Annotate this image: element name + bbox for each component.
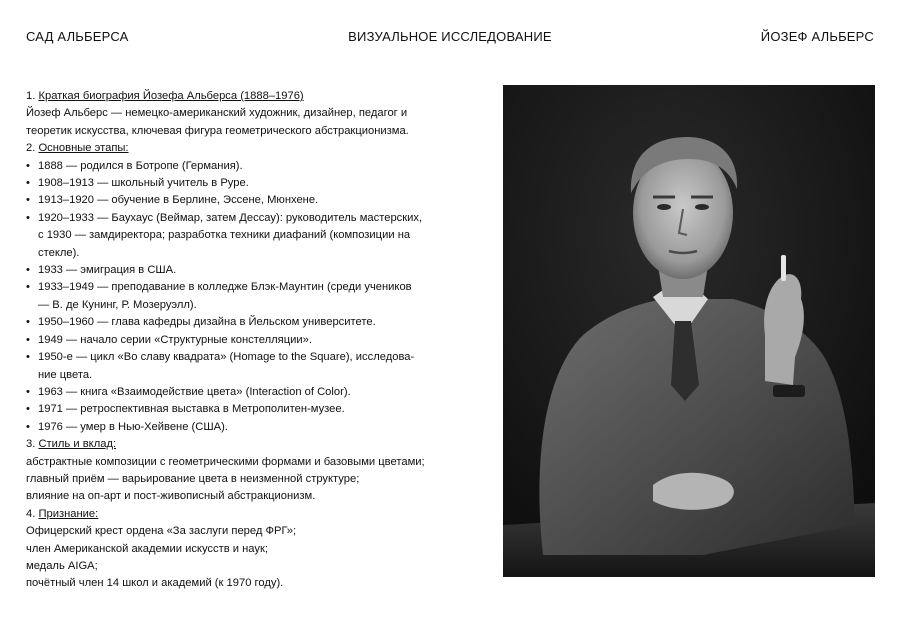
- list-item: • 1963 — книга «Взаимодействие цвета» (Interaction of Color).: [26, 384, 466, 401]
- recognition-line: член Американской академии искусств и наук;: [26, 542, 269, 555]
- jacket-shape: [539, 299, 855, 555]
- list-item: • 1971 — ретроспективная выставка в Метрополитен-музее.: [26, 401, 466, 418]
- list-item: • 1908–1913 — школьный учитель в Руре.: [26, 175, 466, 192]
- eye-left: [657, 204, 671, 210]
- stages-heading: [26, 140, 466, 157]
- eye-right: [695, 204, 709, 210]
- watch-shape: [773, 385, 805, 397]
- article-text: [26, 88, 466, 593]
- list-item: • 1976 — умер в Нью-Хейвене (США).: [26, 419, 466, 436]
- list-item: • 1933 — эмиграция в США.: [26, 262, 466, 279]
- style-line: главный приём — варьирование цвета в неизменной структуре;: [26, 472, 360, 485]
- bio-number: 1.: [26, 90, 36, 102]
- stages-heading-text: Основные этапы:: [38, 142, 129, 155]
- recognition-line: медаль AIGA;: [26, 559, 98, 572]
- header-left-title: САД АЛЬБЕРСА: [26, 29, 129, 44]
- header-right-title: ЙОЗЕФ АЛЬБЕРС: [760, 29, 874, 44]
- style-heading: [26, 436, 466, 453]
- recognition-line: почётный член 14 школ и академий (к 1970 году).: [26, 577, 284, 590]
- cigarette-shape: [781, 255, 786, 281]
- portrait-photo: [503, 85, 875, 577]
- list-item: • 1950-е — цикл «Во славу квадрата» (Homage to the Square), исследова- ние цвета.: [26, 349, 466, 384]
- recognition-line: Офицерский крест ордена «За заслуги перед ФРГ»;: [26, 525, 297, 538]
- recognition-heading-text: Признание:: [38, 507, 99, 520]
- list-item: • 1920–1933 — Баухаус (Веймар, затем Дессау): руководитель мастерских, с 1930 — замдиректора; разработка техники диафаний (композиции на стекле).: [26, 210, 466, 262]
- stages-list: [26, 158, 466, 437]
- list-item: • 1888 — родился в Ботропе (Германия).: [26, 158, 466, 175]
- header-center-title: ВИЗУАЛЬНОЕ ИССЛЕДОВАНИЕ: [348, 29, 552, 44]
- list-item: • 1933–1949 — преподавание в колледже Блэк-Маунтин (среди учеников — В. де Кунинг, Р. Мозеруэлл).: [26, 279, 466, 314]
- style-number: 3.: [26, 438, 36, 451]
- style-line: влияние на оп-арт и пост-живописный абстракционизм.: [26, 490, 316, 503]
- style-heading-text: Стиль и вклад:: [38, 438, 117, 451]
- bio-line: Йозеф Альберс — немецко-американский художник, дизайнер, педагог и: [26, 107, 408, 120]
- recognition-heading: [26, 506, 466, 523]
- portrait-illustration: [503, 85, 875, 577]
- list-item: • 1913–1920 — обучение в Берлине, Эссене, Мюнхене.: [26, 192, 466, 209]
- bio-line: теоретик искусства, ключевая фигура геометрического абстракционизма.: [26, 124, 409, 137]
- list-item: • 1950–1960 — глава кафедры дизайна в Йельском университете.: [26, 314, 466, 331]
- stages-number: 2.: [26, 142, 36, 155]
- style-line: абстрактные композиции с геометрическими формами и базовыми цветами;: [26, 455, 425, 468]
- bio-heading: [26, 88, 466, 105]
- bio-heading-text: Краткая биография Йозефа Альберса (1888–1976): [38, 90, 304, 102]
- recognition-number: 4.: [26, 507, 36, 520]
- list-item: • 1949 — начало серии «Структурные констелляции».: [26, 332, 466, 349]
